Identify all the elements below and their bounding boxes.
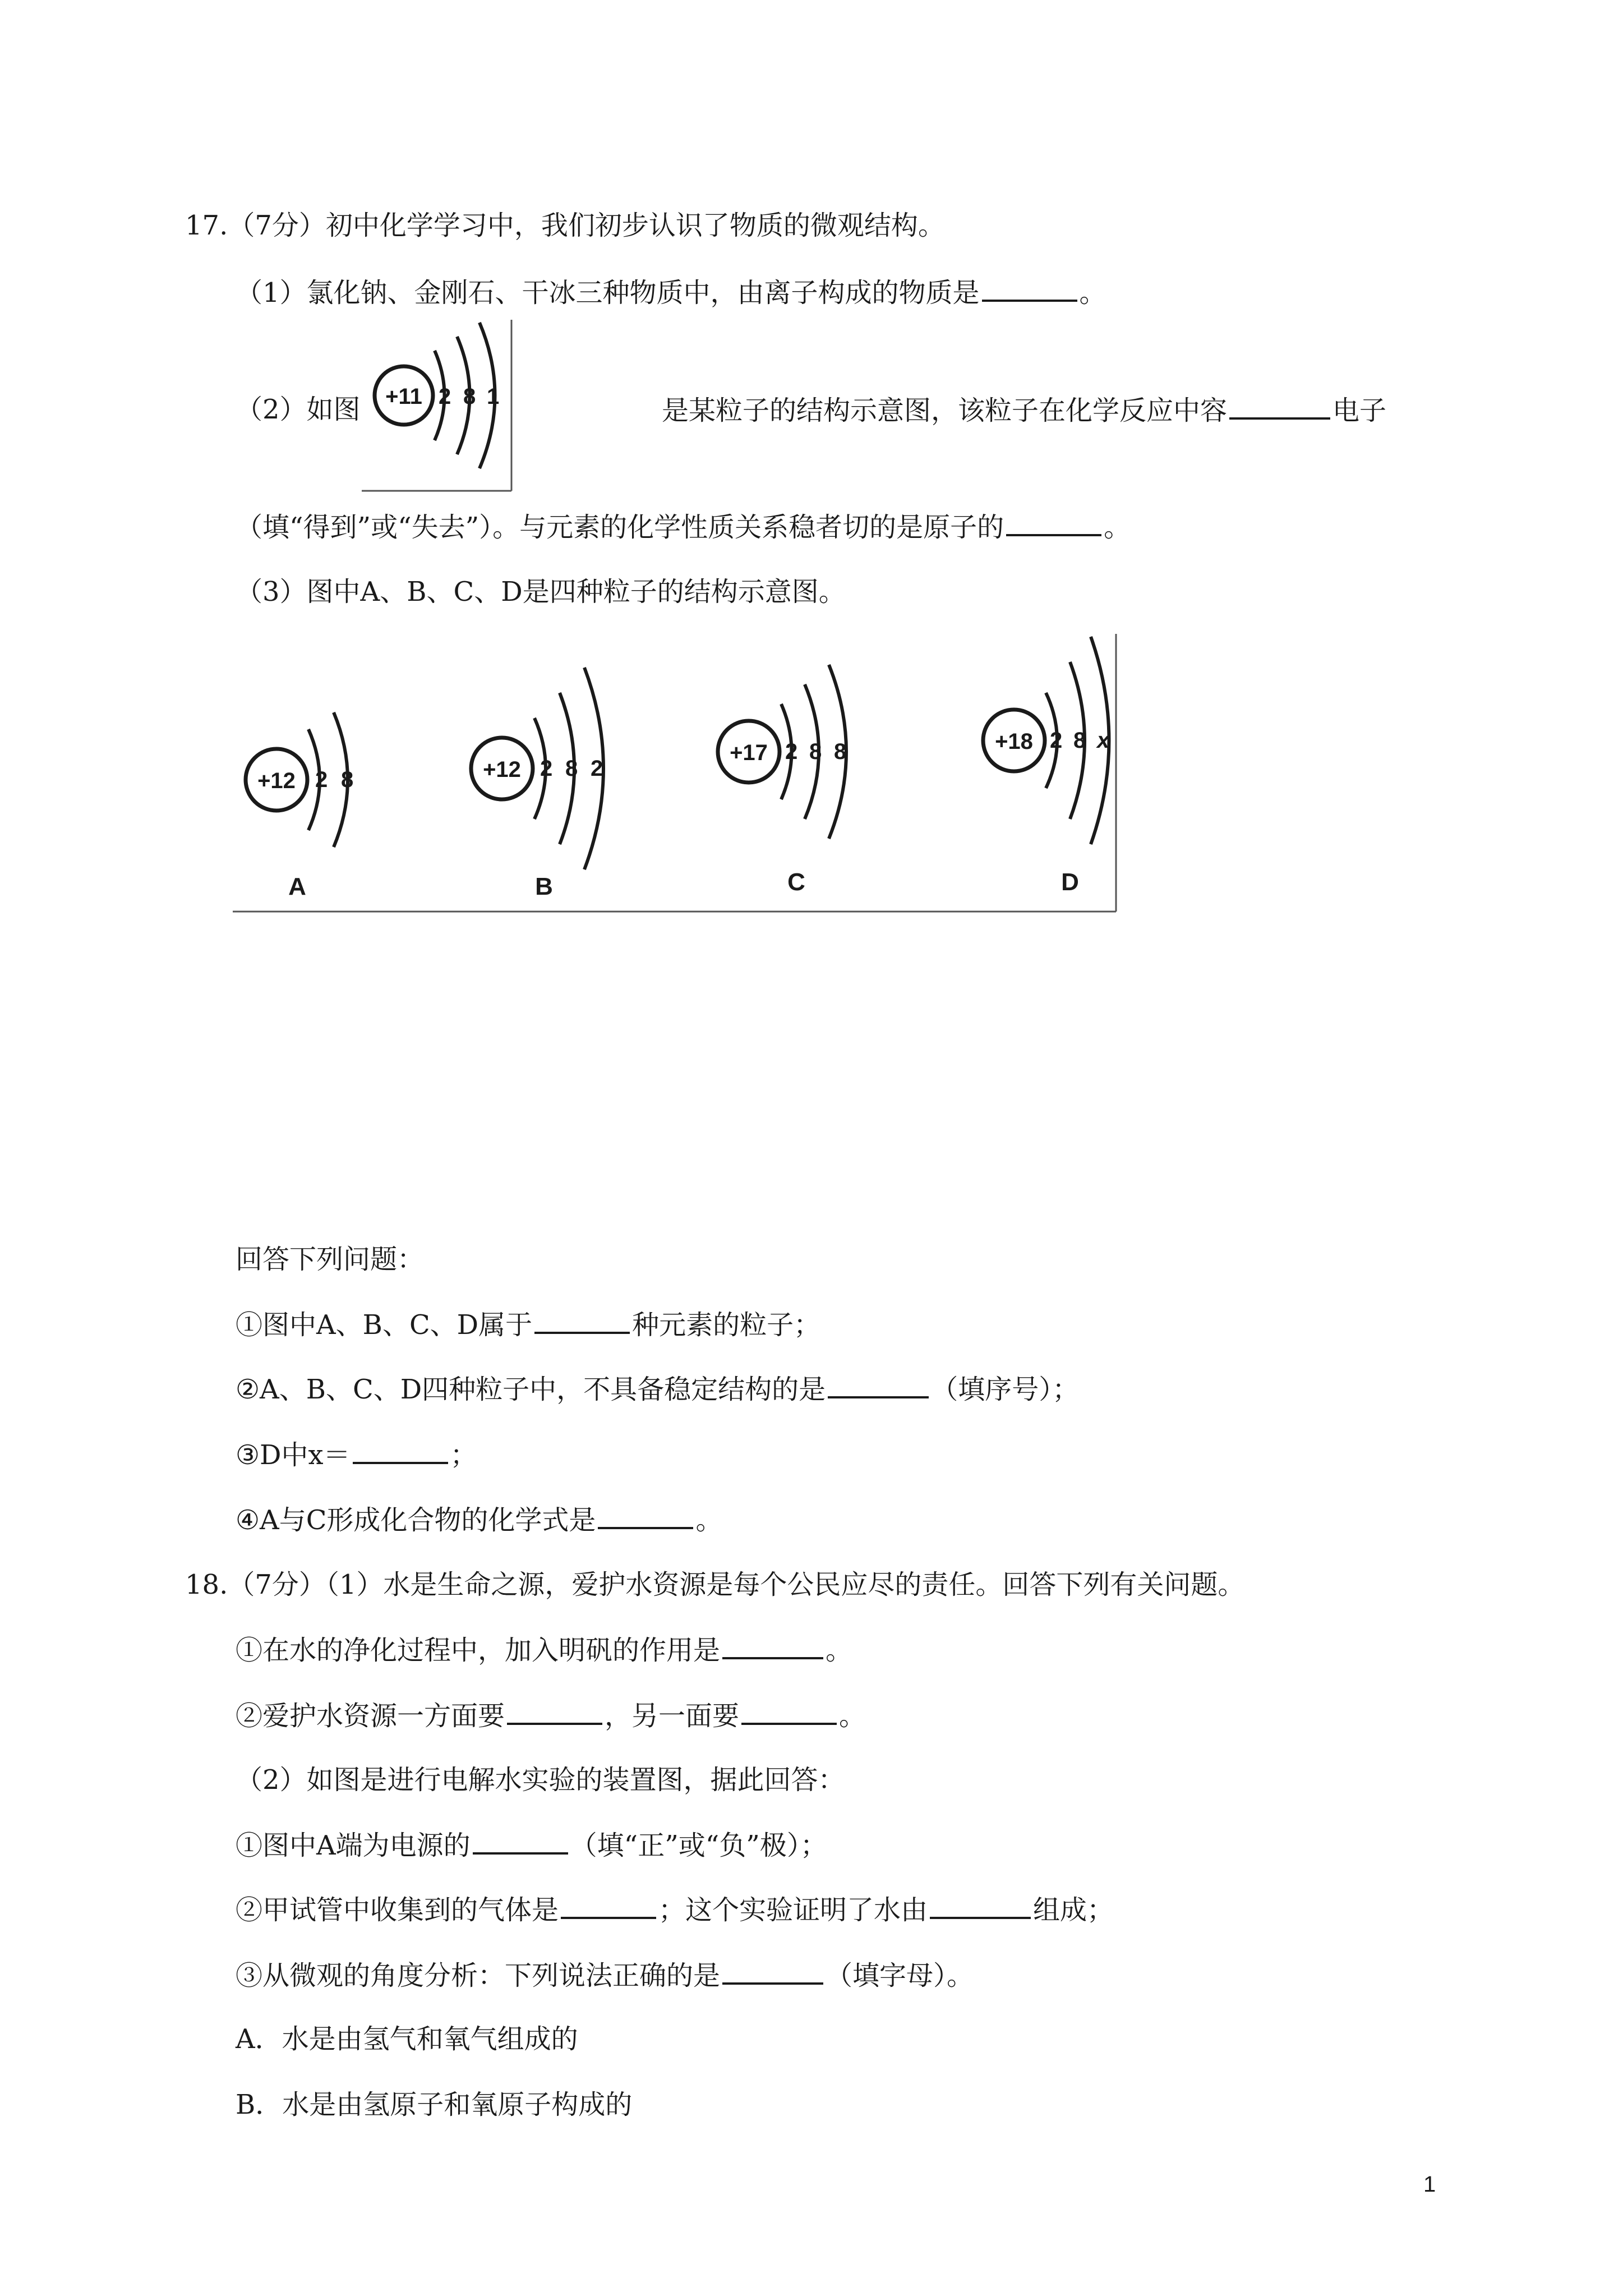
- q17-sub3-text: ③D中x＝: [236, 1439, 351, 1471]
- shell-electrons: 8: [1073, 728, 1086, 753]
- q17-sub3-end: ；: [450, 1439, 477, 1471]
- q18-option-b[interactable]: B．水是由氢原子和氧原子构成的: [236, 2089, 633, 2120]
- q18-header: 18.（7分）（1）水是生命之源，爱护水资源是每个公民应尽的责任。回答下列有关问题。: [185, 1569, 1245, 1600]
- q18-b2-text: ②甲试管中收集到的气体是: [236, 1894, 559, 1926]
- particle-label: B: [535, 873, 553, 900]
- q17-part1-end: 。: [1079, 277, 1106, 309]
- particle-a: [246, 712, 353, 900]
- q17-part2-line2-text: （填“得到”或“失去”）。与元素的化学性质关系稳者切的是原子的: [236, 512, 1004, 543]
- q18-b3-text: ③从微观的角度分析：下列说法正确的是: [236, 1960, 721, 1991]
- q18-option-a[interactable]: A．水是由氢气和氧气组成的: [236, 2023, 578, 2055]
- answer-blank[interactable]: [598, 1502, 693, 1529]
- q18-a1: [236, 1632, 852, 1667]
- answer-blank[interactable]: [534, 1307, 630, 1334]
- q17-part1-text: （1）氯化钠、金刚石、干冰三种物质中，由离子构成的物质是: [236, 277, 980, 309]
- q18-a2: [236, 1698, 866, 1733]
- q17-sub1-end: 种元素的粒子；: [632, 1309, 821, 1341]
- shell-electrons: 8: [565, 756, 578, 781]
- answer-blank[interactable]: [507, 1698, 602, 1725]
- q18-a2-mid: ，另一面要: [605, 1700, 740, 1732]
- answer-blank[interactable]: [930, 1892, 1031, 1919]
- answer-blank[interactable]: [982, 275, 1077, 302]
- shell-electrons: 8: [341, 767, 354, 792]
- q18-a2-end: 。: [839, 1700, 866, 1732]
- particle-b: [471, 668, 603, 900]
- sodium-atom-figure: [359, 317, 522, 496]
- shell-electrons: 2: [1050, 728, 1063, 753]
- shell-electrons: 2: [315, 767, 328, 792]
- q17-answer-intro: 回答下列问题：: [236, 1244, 425, 1275]
- nucleus-charge: +11: [385, 384, 422, 409]
- q17-part2-text: [662, 393, 1386, 427]
- q18-b3-end: （填字母）。: [826, 1960, 974, 1991]
- particle-label: A: [288, 873, 306, 900]
- q17-part2-line2-end: 。: [1104, 512, 1131, 543]
- shell-electrons: 2: [785, 739, 798, 764]
- shell-electrons: 2: [540, 756, 553, 781]
- particles-figure: [230, 631, 1122, 917]
- q17-sub4-text: ④A与C形成化合物的化学式是: [236, 1504, 596, 1536]
- shell-electrons: 2: [439, 384, 451, 409]
- q17-sub4-end: 。: [695, 1504, 723, 1536]
- shell-electrons: x: [1097, 728, 1110, 753]
- nucleus-charge: +18: [995, 729, 1033, 754]
- answer-blank[interactable]: [1229, 393, 1330, 420]
- q18-b2-end: 组成；: [1033, 1894, 1114, 1926]
- q17-sub2: [236, 1372, 1079, 1406]
- q17-sub1: [236, 1307, 820, 1342]
- answer-blank[interactable]: [1006, 509, 1101, 536]
- answer-blank[interactable]: [722, 1632, 823, 1659]
- q17-sub3: [236, 1437, 477, 1472]
- q18-b1: [236, 1828, 827, 1862]
- q17-part2-lead: （2）如图: [236, 394, 361, 425]
- q18-part2: （2）如图是进行电解水实验的装置图，据此回答：: [236, 1764, 845, 1796]
- particle-d: [983, 637, 1110, 896]
- particle-label: D: [1061, 868, 1079, 896]
- q18-a1-end: 。: [826, 1635, 853, 1666]
- nucleus-charge: +17: [730, 740, 768, 765]
- particle-c: [718, 665, 846, 896]
- nucleus-charge: +12: [483, 757, 521, 782]
- shell-electrons: 2: [591, 756, 603, 781]
- q17-part2-end: 电子: [1332, 395, 1387, 426]
- q17-part2-mid: 是某粒子的结构示意图，该粒子在化学反应中容: [662, 395, 1228, 426]
- q17-sub4: [236, 1502, 722, 1537]
- shell-electrons: 8: [834, 739, 847, 764]
- q18-b3: [236, 1958, 974, 1993]
- answer-blank[interactable]: [722, 1958, 823, 1985]
- q17-sub1-text: ①图中A、B、C、D属于: [236, 1309, 533, 1341]
- answer-blank[interactable]: [741, 1698, 837, 1725]
- q18-b1-end: （填“正”或“负”极）；: [570, 1830, 827, 1861]
- answer-blank[interactable]: [561, 1892, 656, 1919]
- q17-sub2-end: （填序号）；: [931, 1374, 1080, 1405]
- q18-a1-text: ①在水的净化过程中，加入明矾的作用是: [236, 1635, 721, 1666]
- q18-b1-text: ①图中A端为电源的: [236, 1830, 471, 1861]
- shell-electrons: 1: [487, 384, 500, 409]
- page-number: 1: [1423, 2172, 1436, 2197]
- shell-electrons: 8: [463, 384, 476, 409]
- answer-blank[interactable]: [473, 1828, 568, 1855]
- q17-part3: （3）图中A、B、C、D是四种粒子的结构示意图。: [236, 576, 846, 608]
- answer-blank[interactable]: [828, 1372, 929, 1398]
- q18-b2: [236, 1892, 1114, 1927]
- answer-blank[interactable]: [353, 1437, 448, 1464]
- q17-sub2-text: ②A、B、C、D四种粒子中，不具备稳定结构的是: [236, 1374, 826, 1405]
- q17-part2-line2: [236, 509, 1131, 544]
- q18-a2-text: ②爱护水资源一方面要: [236, 1700, 505, 1732]
- nucleus-charge: +12: [257, 769, 296, 793]
- particle-label: C: [787, 868, 805, 896]
- shell-electrons: 8: [809, 739, 822, 764]
- q18-b2-mid: ；这个实验证明了水由: [658, 1894, 928, 1926]
- q17-part1: [236, 275, 1106, 310]
- q17-header: 17.（7分）初中化学学习中，我们初步认识了物质的微观结构。: [185, 210, 945, 241]
